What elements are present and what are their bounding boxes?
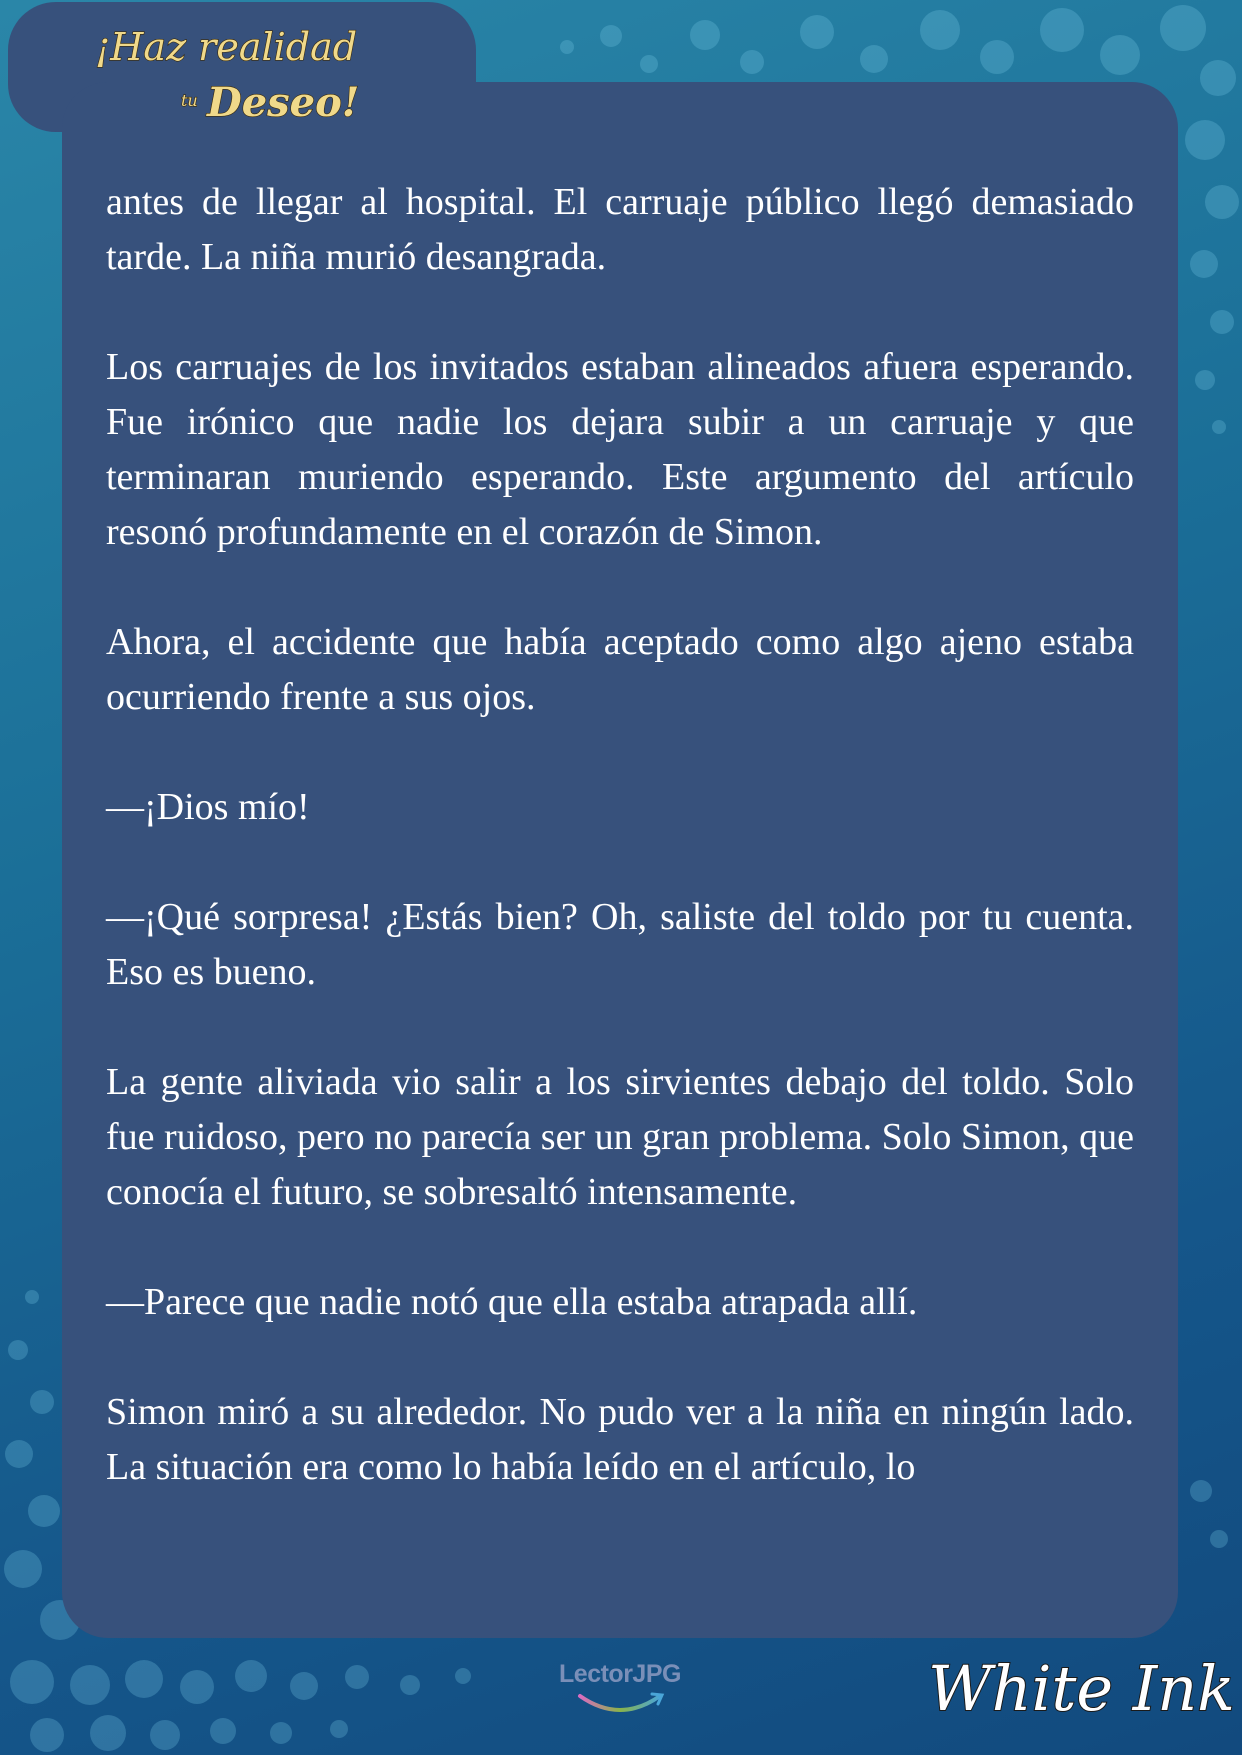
logo-small: tu <box>181 91 198 110</box>
paragraph: —¡Qué sorpresa! ¿Estás bien? Oh, saliste del toldo por tu cuenta. Eso es bueno. <box>106 896 1134 993</box>
lectorjpg-watermark <box>540 1660 700 1730</box>
signature-text: White Ink <box>928 1652 1235 1725</box>
smile-icon <box>570 1690 670 1720</box>
logo-line2: Deseo! <box>207 79 360 126</box>
wish-logo <box>95 18 385 126</box>
paragraph: Simon miró a su alrededor. No pudo ver a la niña en ningún lado. La situación era como lo había leído en el artículo, lo <box>106 1391 1134 1488</box>
white-ink-signature <box>920 1615 1235 1745</box>
paragraph: Los carruajes de los invitados estaban alineados afuera esperando. Fue irónico que nadie los dejara subir a un carruaje y que terminaran muriendo esperando. Este argumento del artículo resonó profundamente en el corazón de Simon. <box>106 346 1134 553</box>
paragraph: La gente aliviada vio salir a los sirvientes debajo del toldo. Solo fue ruidoso, pero no parecía ser un gran problema. Solo Simon, que conocía el futuro, se sobresaltó intensamente. <box>106 1061 1134 1213</box>
chapter-text <box>106 175 1134 1495</box>
paragraph: —Parece que nadie notó que ella estaba atrapada allí. <box>106 1281 918 1323</box>
paragraph: Ahora, el accidente que había aceptado como algo ajeno estaba ocurriendo frente a sus ojos. <box>106 621 1134 718</box>
logo-line1: ¡Haz realidad <box>95 25 358 69</box>
paragraph: antes de llegar al hospital. El carruaje público llegó demasiado tarde. La niña murió desangrada. <box>106 181 1134 278</box>
paragraph: —¡Dios mío! <box>106 786 310 828</box>
watermark-text: LectorJPG <box>559 1660 681 1688</box>
